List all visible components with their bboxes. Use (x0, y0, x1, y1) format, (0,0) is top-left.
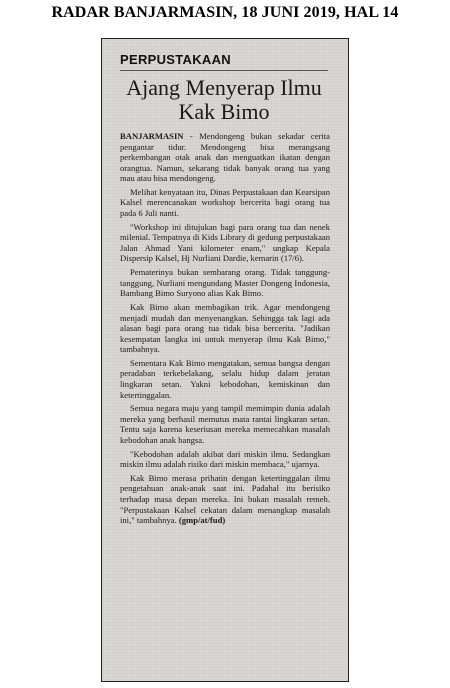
author-credit: (gmp/at/fud) (178, 515, 226, 526)
article-body (120, 131, 330, 529)
rubric-divider (120, 70, 328, 71)
article-paragraph: Kak Bimo akan membagikan trik. Agar mendongeng menjadi mudah dan menyenangkan. Sehingga tak lagi ada alasan bagi para orang tua tidak bisa bercerita. "Jadikan kesempatan langka ini untuk menyerap ilmu Kak Bimo," tambahnya. (120, 301, 330, 355)
article-paragraph: Pematerinya bukan sembarang orang. Tidak tanggung-tanggung, Nurliani mengundang Master Dongeng Indonesia, Bambang Bimo Suryono alias Kak Bimo. (120, 267, 330, 299)
article-paragraph: Melihat kenyataan itu, Dinas Perpustakaan dan Kearsipan Kalsel merencanakan workshop bercerita bagi orang tua pada 6 Juli nanti. (120, 186, 330, 219)
article-paragraph: "Kebodohan adalah akibat dari miskin ilmu. Sedangkan miskin ilmu adalah risiko dari miskin membaca," ujarnya. (120, 448, 330, 470)
article-paragraph: "Workshop ini ditujukan bagi para orang tua dan nenek milenial. Tempatnya di Kids Library di gedung perpustakaan Jalan Ahmad Yani kilometer enam," ungkap Kepala Dispersip Kalsel, Hj Nurliani Dardie, kemarin (17/6). (120, 221, 330, 264)
lead-paragraph (120, 131, 330, 184)
last-paragraph (120, 473, 330, 526)
article-headline: Ajang Menyerap Ilmu Kak Bimo (126, 75, 322, 124)
section-rubric: PERPUSTAKAAN (120, 52, 231, 67)
lead-text: - Mendongeng bukan sekadar cerita pengantar tidur. Mendongeng bisa merangsang perkembangan otak anak dan menguatkan ikatan dengan orangtua. Namun, sekarang tidak banyak orang tua yang mau atau bisa mendongeng. (120, 131, 330, 184)
article-paragraph: Sementara Kak Bimo mengatakan, semua bangsa dengan peradaban terkebelakang, selalu hidup dalam jeratan lingkaran setan. Yakni kebodohan, kemiskinan dan ketertinggalan. (120, 357, 330, 400)
last-paragraph-text: Kak Bimo merasa prihatin dengan ketertinggalan ilmu pengetahuan anak-anak saat ini. Padahal itu berisiko terhadap masa depan mereka. Ini bukan masalah remeh. "Perpustakaan Kalsel cekatan dalam menangkap masalah ini," tambahnya. (120, 472, 330, 526)
article-paragraph: Semua negara maju yang tampil memimpin dunia adalah mereka yang berhasil memutus mata rantai lingkaran setan. Tentu saja karena keseriusan mereka memecahkan masalah kebodohan anak bangsa. (120, 403, 330, 445)
source-header: RADAR BANJARMASIN, 18 JUNI 2019, HAL 14 (51, 4, 399, 21)
dateline: BANJARMASIN (120, 131, 184, 141)
